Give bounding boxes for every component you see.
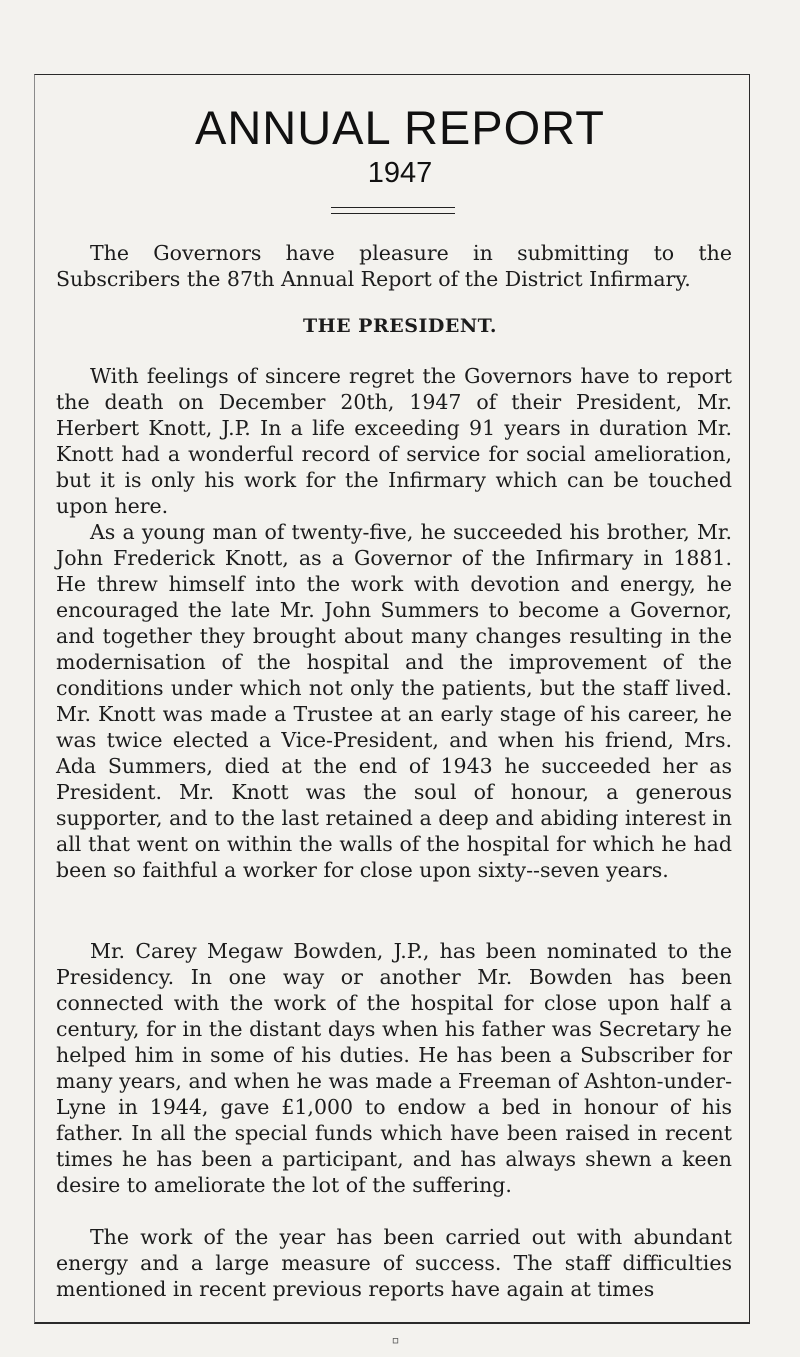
paragraph-new-president: Mr. Carey Megaw Bowden, J.P., has been nominated to the Presidency. In one way or another Mr. Bowden has been connected with the work of the hospital for close upon half a century, for in the distant days when his father was Secretary he helped him in some of his duties. He has been a Subscriber for many years, and when he was made a Freeman of Ashton-under-Lyne in 1944, gave £1,000 to endow a bed in honour of his father. In all the special funds which have been raised in recent times he has been a participant, and has always shewn a keen desire to ameliorate the lot of the suffering.: [56, 939, 732, 1197]
title-divider: [331, 207, 455, 214]
report-title: ANNUAL REPORT: [195, 101, 605, 154]
scan-mark: ⸋: [392, 1336, 399, 1352]
report-year: 1947: [367, 157, 433, 189]
paragraph-president-career: As a young man of twenty-five, he succeeded his brother, Mr. John Frederick Knott, as a Governor of the Infirmary in 1881. He threw himself into the work with devotion and energy, he encouraged the late Mr. John Summers to become a Governor, and together they brought about many changes resulting in the modernisation of the hospital and the improvement of the conditions under which not only the patients, but the staff lived. Mr. Knott was made a Trustee at an early stage of his career, he was twice elected a Vice-President, and when his friend, Mrs. Ada Summers, died at the end of 1943 he succeeded her as President. Mr. Knott was the soul of honour, a generous supporter, and to the last retained a deep and abiding interest in all that went on within the walls of the hospital for which he had been so faithful a worker for close upon sixty--seven years.: [56, 520, 732, 882]
paragraph-work-of-year: The work of the year has been carried out with abundant energy and a large measure of success. The staff difficulties mentioned in recent previous reports have again at times: [56, 1225, 732, 1301]
paragraph-president-death: With feelings of sincere regret the Governors have to report the death on December 20th, 1947 of their President, Mr. Herbert Knott, J.P. In a life exceeding 91 years in duration Mr. Knott had a wonderful record of service for social amelioration, but it is only his work for the Infirmary which can be touched upon here.: [56, 364, 732, 518]
section-heading: THE PRESIDENT.: [303, 315, 497, 337]
intro-paragraph: The Governors have pleasure in submitting to the Subscribers the 87th Annual Report of the District Infirmary.: [56, 241, 732, 291]
